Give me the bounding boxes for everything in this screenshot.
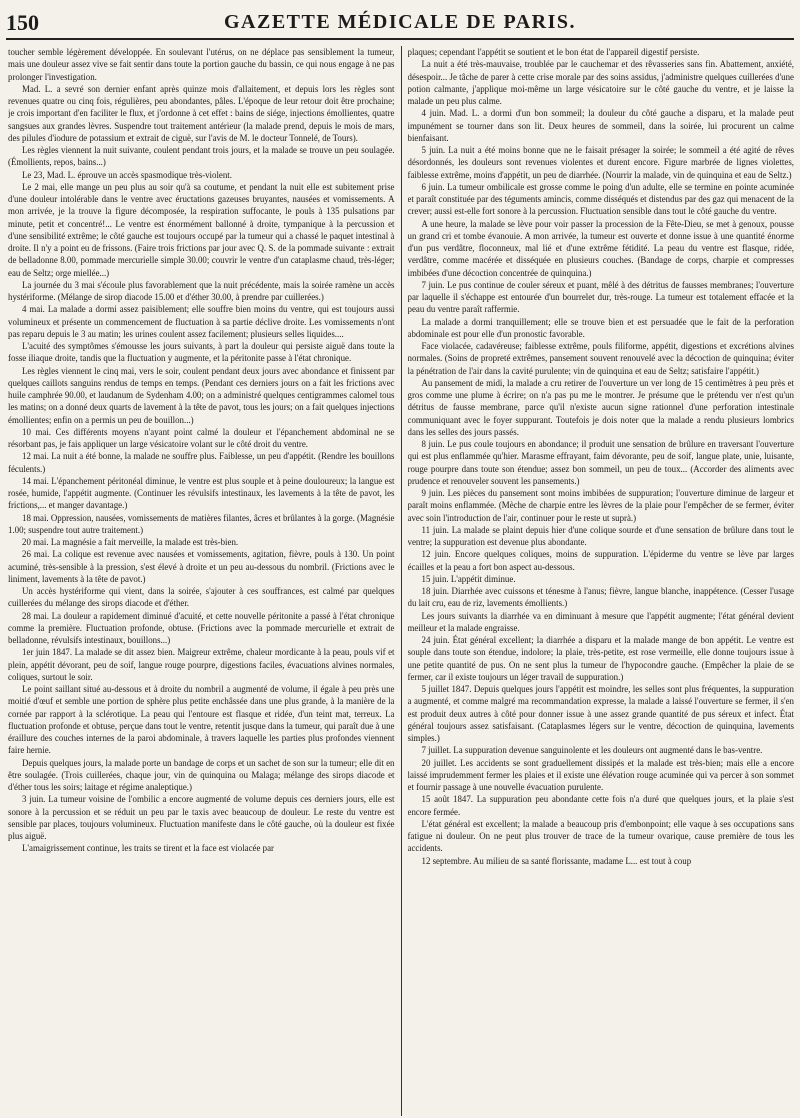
paragraph: 12 juin. Encore quelques coliques, moins de suppuration. L'épiderme du ventre se lève par larges écailles et la peau a fort bon aspect au-dessous. (407, 549, 794, 572)
paragraph: La journée du 3 mai s'écoule plus favorablement que la nuit précédente, mais la soirée ramène un accès hystériforme. (Mélange de sirop diacode 15.00 et d'éther 30.00, à prendre par cuillerées.) (8, 279, 395, 302)
paragraph: Le 23, Mad. L. éprouve un accès spasmodique très-violent. (22, 169, 232, 180)
journal-title: GAZETTE MÉDICALE DE PARIS. (223, 11, 577, 33)
left-column (8, 46, 395, 1116)
paragraph: 15 août 1847. La suppuration peu abondante cette fois n'a duré que quelques jours, et la plaie s'est encore fermée. (407, 794, 794, 817)
paragraph: L'amaigrissement continue, les traits se tirent et la face est violacée par (22, 843, 274, 854)
paragraph: Les jours suivants la diarrhée va en diminuant à mesure que l'appétit augmente; l'état général devient meilleur et la malade engraisse. (407, 610, 794, 633)
paragraph: A une heure, la malade se lève pour voir passer la procession de la Fête-Dieu, se met à genoux, pousse un grand cri et tombe évanouie. A mon arrivée, la tumeur est ouverte et donne issue à une quantité énorme d'un pus verdâtre, floconneux, mal lié et d'une extrême fétidité. La peau du ventre est flasque, ridée, verdâtre, comme macérée et disséquée en plusieurs couches. (Bandage de corps, charpie et compresses imbibées d'une décoction concentrée de quinquina.) (407, 218, 794, 278)
paragraph: 12 septembre. Au milieu de sa santé florissante, madame L... est tout à coup (421, 855, 692, 866)
paragraph: 12 mai. La nuit a été bonne, la malade ne souffre plus. Faiblesse, un peu d'appétit. (Rendre les bouillons féculents.) (8, 451, 395, 474)
paragraph: 20 mai. La magnésie a fait merveille, la malade est très-bien. (22, 537, 239, 547)
paragraph: 8 juin. Le pus coule toujours en abondance; il produit une sensation de brûlure en traversant l'ouverture qui est plus enflammée qu'hier. Marasme effrayant, faim dévorante, peu de soif, langue plate, unie, luisante, rouge pourpre dans toute son étendue; assez bon sommeil, un peu de toux... (Accorder des aliments avec prudence et renouveler souvent les pansements.) (407, 439, 794, 486)
paragraph: Les règles viennent le cinq mai, vers le soir, coulent pendant deux jours avec abondance et finissent par quelques caillots sanguins rendus de temps en temps. (Pendant ces derniers jours on a fait les frictions avec huile camphrée 90.00, et laudanum de Sydenham 4.00; on a administré quelques centigrammes calomel tous les matins; on a donné deux quarts de lavement à la tête de pavot, tous les jours; on a fait quelques injections émollientes; enfin on a permis un peu de bouillon...) (8, 365, 395, 425)
paragraph: 7 juin. Le pus continue de couler séreux et puant, mêlé à des détritus de fausses membranes; l'ouverture par laquelle il s'échappe est entourée d'un bourrelet dur, très-rouge. La tumeur est totalement effacée et la peau du ventre paraît raffermie. (407, 279, 794, 315)
paragraph: 11 juin. La malade se plaint depuis hier d'une colique sourde et d'une sensation de brûlure dans tout le ventre; la suppuration est devenue plus abondante. (407, 524, 794, 547)
page-number: 150 (6, 10, 39, 35)
paragraph: 4 juin. Mad. L. a dormi d'un bon sommeil; la douleur du côté gauche a disparu, et la malade peut impunément se tourner dans son lit. Deux heures de sommeil, dans la soirée, lui procurent un calme bienfaisant. (407, 108, 794, 143)
paragraph: La nuit a été très-mauvaise, troublée par le cauchemar et des rêvasseries sans fin. Abattement, anxiété, désespoir... Je tâche de parer à cette crise morale par des soins assidus, j'administre quelques cuillerées d'une potion calmante, j'applique moi-même un large vésicatoire sur le côté gauche du ventre, et je laisse la malade un peu plus calme. (407, 59, 794, 106)
paragraph: 9 juin. Les pièces du pansement sont moins imbibées de suppuration; l'ouverture diminue de largeur et paraît moins enflammée. (Mèche de charpie entre les lèvres de la plaie pour l'empêcher de se fermer, éviter avec soin l'introduction de l'air, continuer pour le reste ut suprà.) (407, 488, 794, 523)
paragraph: 5 juin. La nuit a été moins bonne que ne le faisait présager la soirée; le sommeil a été agité de rêves désordonnés, les douleurs sont revenues violentes et durent encore. Figure marbrée de lignes violettes, faiblesse extrême, moins d'appétit, un peu de diarrhée. (Nourrir la malade, vin de quinquina et eau de Seltz.) (407, 145, 794, 180)
paragraph: 6 juin. La tumeur ombilicale est grosse comme le poing d'un adulte, elle se termine en pointe acuminée et paraît constituée par des téguments amincis, comme disséqués et distendus par des gaz qui menacent de la crever; aussi est-elle fort sonore à la percussion. Fluctuation sensible dans tout le côté gauche du ventre. (407, 181, 794, 217)
paragraph: Face violacée, cadavéreuse; faiblesse extrême, pouls filiforme, appétit, digestions et excrétions alvines normales. (Soins de propreté extrêmes, pansement souvent renouvelé avec la décoction de quinquina; éviter la pénétration de l'air dans la cavité purulente; vin de quinquina et eau de Seltz; satisfaire l'appétit.) (407, 341, 794, 376)
paragraph: plaques; cependant l'appétit se soutient et le bon état de l'appareil digestif persiste. (407, 47, 700, 57)
paragraph: Au pansement de midi, la malade a cru retirer de l'ouverture un ver long de 15 centimètres à peu près et gros comme une plume à écrire; on n'a pas pu me le montrer. Je présume que le prétendu ver n'est qu'un détritus de fausse membrane, parce qu'il n'existe aucun signe rationnel d'une perforation intestinale communiquant avec le foyer suppurant. Toutefois je dois noter que la malade a rendu plusieurs lombrics dans les selles des jours passés. (407, 377, 794, 437)
paragraph: 26 mai. La colique est revenue avec nausées et vomissements, agitation, fièvre, pouls à 130. Un point acuminé, très-sensible à la pression, s'est élevé à droite et un peu au-dessous du nombril. (Frictions avec le liniment, lavements à la tête de pavot.) (8, 549, 395, 584)
paragraph: 4 mai. La malade a dormi assez paisiblement; elle souffre bien moins du ventre, qui est toujours aussi volumineux et présente un commencement de fluctuation à sa partie déclive droite. Les vomissements n'ont pas reparu depuis le 3 au matin; les urines coulent assez facilement; plusieurs selles liquides.... (8, 304, 395, 339)
paragraph: 24 juin. État général excellent; la diarrhée a disparu et la malade mange de bon appétit. Le ventre est souple dans toute son étendue, indolore; la plaie, très-petite, est rose vermeille, elle donne toujours issue à une petite quantité de pus. On ne sent plus la tumeur de l'hypocondre gauche. (Empêcher la plaie de se fermer, car il existe toujours un léger travail de suppuration.) (407, 635, 794, 682)
paragraph: 20 juillet. Les accidents se sont graduellement dissipés et la malade est très-bien; mais elle a encore laissé imprudemment fermer les plaies et il existe une élévation rouge acuminée qui va percer à son sommet et fournir passage à une nouvelle évacuation purulente. (407, 757, 794, 792)
paragraph: 10 mai. Ces différents moyens n'ayant point calmé la douleur et l'épanchement abdominal ne se résorbant pas, je fais appliquer un large vésicatoire volant sur le côté droit du ventre. (8, 426, 395, 449)
paragraph: 7 juillet. La suppuration devenue sanguinolente et les douleurs ont augmenté dans le bas-ventre. (421, 745, 763, 756)
paragraph: Le 2 mai, elle mange un peu plus au soir qu'à sa coutume, et pendant la nuit elle est subitement prise d'une douleur intolérable dans le ventre avec éructations gazeuses bruyantes, nausées et vomissements. A mon arrivée, je la trouve la figure décomposée, la respiration suffocante, le pouls à 135 pulsations par minute, petit et concentré!... Le ventre est énormément ballonné à droite, tympanique à la percussion et d'une sensibilité extrême; le côté gauche est toujours occupé par la tumeur qui a chassé le paquet intestinal à droite. Il n'y a point eu de frissons. (Faire trois frictions par jour avec Q. S. de la pommade suivante : extrait de belladonne 8.00, pommade mercurielle simple 30.00; couvrir le ventre d'un cataplasme chaud, très-léger; eau de Seltz; orge miellée...) (8, 181, 395, 278)
paragraph: Un accès hystériforme qui vient, dans la soirée, s'ajouter à ces souffrances, est calmé par quelques cuillerées du mélange des sirops diacode et d'éther. (8, 586, 395, 609)
paragraph: L'acuité des symptômes s'émousse les jours suivants, à part la douleur qui persiste aiguë dans toute la fosse iliaque droite, tandis que la fluctuation y augmente, et la péritonite passe à l'état chronique. (8, 341, 395, 364)
paragraph: Mad. L. a sevré son dernier enfant après quinze mois d'allaitement, et depuis lors les règles sont revenues quatre ou cinq fois, régulières, peu abondantes, pâles. L'époque de leur retour doit être prochaine; je crois important d'en faciliter le flux, et j'ordonne à cet effet : bains de siége, injections émollientes, quatre sangsues aux grandes lèvres. Suspendre tout traitement antérieur (la malade prend, depuis le mois de mars, des pilules d'iodure de potassium et extrait de ciguë, sur l'avis de M. le docteur Tonnelé, de Tours). (8, 83, 395, 143)
paragraph: 14 mai. L'épanchement péritonéal diminue, le ventre est plus souple et à peine douloureux; la langue est rosée, humide, l'appétit augmente. (Continuer les révulsifs intestinaux, les lavements à la tête de pavot, les frictions,... et manger davantage.) (8, 475, 395, 511)
paragraph: La malade a dormi tranquillement; elle se trouve bien et est persuadée que le fait de la perforation abdominale est pour elle d'un pronostic favorable. (407, 316, 794, 339)
paragraph: toucher semble légèrement développée. En soulevant l'utérus, on ne déplace pas sensiblement la tumeur, mais une douleur assez vive se fait sentir dans toute la portion gauche du bassin, ce qui nous engage à ne pas prolonger l'investigation. (8, 47, 395, 82)
paragraph: L'état général est excellent; la malade a beaucoup pris d'embonpoint; elle vaque à ses occupations sans fatigue ni douleur. On ne peut plus trouver de trace de la tumeur ovarique, cause première de tous les accidents. (407, 818, 794, 854)
paragraph: 18 juin. Diarrhée avec cuissons et ténesme à l'anus; fièvre, langue blanche, inappétence. (Cesser l'usage du lait cru, eau de riz, lavements émollients.) (407, 586, 794, 609)
right-column (408, 46, 795, 1116)
paragraph: 1er juin 1847. La malade se dit assez bien. Maigreur extrême, chaleur mordicante à la peau, pouls vif et plein, appétit dévorant, peu de soif, langue rouge pourpre, digestions faciles, évacuations alvines normales, coliques, surtout le soir. (8, 647, 395, 682)
paragraph: 15 juin. L'appétit diminue. (421, 573, 516, 584)
paragraph: 18 mai. Oppression, nausées, vomissements de matières filantes, âcres et brûlantes à la gorge. (Magnésie 1.00; suspendre tout autre traitement.) (8, 512, 395, 535)
paragraph: 3 juin. La tumeur voisine de l'ombilic a encore augmenté de volume depuis ces derniers jours, elle est sonore à la percussion et se réduit un peu par le taxis avec beaucoup de douleur. Le reste du ventre est sensible par places, toujours volumineux. Fluctuation manifeste dans le côté gauche, où la douleur est fixée plus aiguë. (8, 794, 395, 841)
paragraph: Depuis quelques jours, la malade porte un bandage de corps et un sachet de son sur la tumeur; elle dit en être soulagée. (Trois cuillerées, chaque jour, vin de quinquina ou Malaga; mélange des sirops diacode et d'éther tous les soirs; laitage et régime analeptique.) (8, 757, 395, 792)
column-divider (401, 46, 402, 1116)
paragraph: 28 mai. La douleur a rapidement diminué d'acuité, et cette nouvelle péritonite a passé à l'état chronique comme la première. Fluctuation profonde, obtuse. (Frictions avec la pommade mercurielle et extrait de belladonne, révulsifs intestinaux, bouillons...) (8, 610, 395, 645)
text-columns (8, 46, 794, 1116)
paragraph: Les règles viennent la nuit suivante, coulent pendant trois jours, et la malade se trouve un peu soulagée. (Émollients, repos, bains...) (8, 145, 395, 168)
paragraph: 5 juillet 1847. Depuis quelques jours l'appétit est moindre, les selles sont plus fréquentes, la suppuration a augmenté, et comme malgré ma recommandation expresse, la malade a laissé l'ouverture se fermer, il s'en est produit deux autres à côté pour donner issue à une assez grande quantité de pus séreux et infect. État général toujours assez satisfaisant. (Cataplasmes légers sur le ventre, décoction de quinquina, lavements simples.) (407, 684, 794, 743)
page-header (6, 8, 794, 40)
paragraph: Le point saillant situé au-dessous et à droite du nombril a augmenté de volume, il égale à peu près une moitié d'œuf et semble une portion de sphère plus petite enchâssée dans une plus grande, à la manière de la cornée par rapport à la sclérotique. La peau qui l'entoure est flasque et ridée, d'un teint mat, terreux. La fluctuation profonde et obtuse, perçue dans tout le ventre, retentit jusque dans la tumeur, qui paraît due à une éraillure des couches internes de la paroi abdominale, à travers laquelle les parties plus profondes viennent faire hernie. (8, 684, 395, 756)
